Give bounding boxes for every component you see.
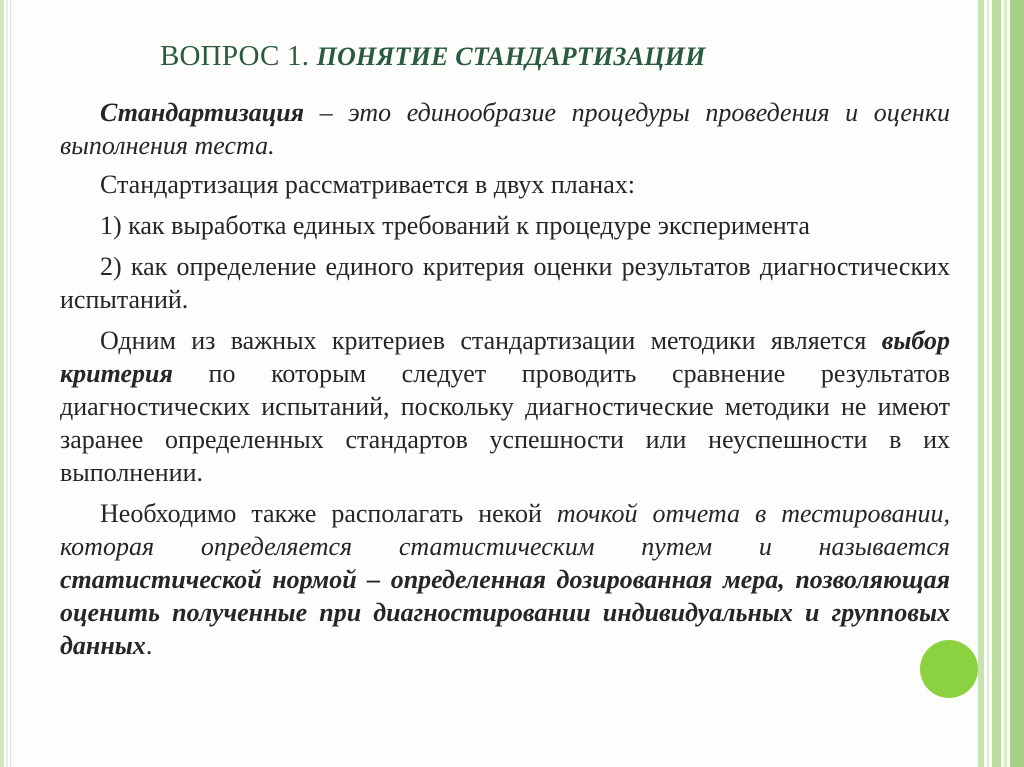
definition-text: – это единообразие процедуры проведения и оценки выполнения теста. bbox=[60, 98, 950, 160]
title-main: ПОНЯТИЕ СТАНДАРТИЗАЦИИ bbox=[316, 42, 706, 71]
term-standardization: Стандартизация bbox=[100, 98, 305, 127]
norm-text-italic: точкой отчета в тестировании, которая определяется статистическим путем и называется bbox=[60, 499, 950, 561]
left-border-stripe bbox=[0, 0, 4, 767]
paragraph-two-plans: Стандартизация рассматривается в двух планах: bbox=[100, 170, 635, 199]
paragraph-norm bbox=[60, 497, 950, 662]
slide-body bbox=[60, 96, 950, 670]
right-border-stripe bbox=[978, 0, 984, 767]
criteria-emphasis: выбор критерия bbox=[60, 326, 950, 388]
right-border-stripe bbox=[1004, 0, 1007, 767]
right-border-stripe bbox=[987, 0, 989, 767]
left-border-stripe bbox=[10, 0, 11, 767]
norm-text-after: . bbox=[145, 631, 153, 660]
paragraph-criteria bbox=[60, 324, 950, 489]
paragraph-definition bbox=[60, 96, 950, 162]
criteria-text-after: по которым следует проводить сравнение результатов диагностических испытаний, поскольку диагностические методики не имеют заранее определенных стандартов успешности или неуспешности в их выполнении. bbox=[60, 359, 950, 487]
norm-text-before: Необходимо также располагать некой bbox=[100, 499, 557, 528]
criteria-text-before: Одним из важных критериев стандартизации методики является bbox=[100, 326, 882, 355]
right-border-stripe bbox=[992, 0, 1001, 767]
decorative-green-circle bbox=[920, 640, 978, 698]
paragraph-plan-1: 1) как выработка единых требований к процедуре эксперимента bbox=[100, 211, 810, 240]
title-prefix: ВОПРОС 1. bbox=[160, 40, 317, 72]
paragraph-plan-2: 2) как определение единого критерия оценки результатов диагностических испытаний. bbox=[60, 252, 950, 314]
slide-title bbox=[160, 40, 706, 73]
norm-definition: статистической нормой – определенная дозированная мера, позволяющая оценить полученные при диагностировании индивидуальных и групповых данных bbox=[60, 565, 950, 660]
right-border-stripe bbox=[1010, 0, 1024, 767]
left-border-stripe bbox=[6, 0, 8, 767]
